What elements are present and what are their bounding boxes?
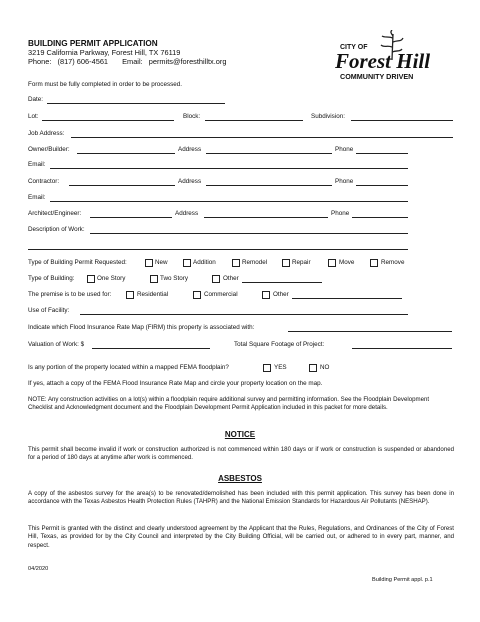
job-address-field[interactable] bbox=[71, 137, 453, 138]
contractor-email-label: Email: bbox=[28, 194, 46, 201]
owner-email-label: Email: bbox=[28, 161, 46, 168]
architect-field[interactable] bbox=[90, 217, 172, 218]
building-other-label: Other bbox=[223, 275, 239, 282]
logo-tagline: COMMUNITY DRIVEN bbox=[340, 72, 414, 81]
email-value: permits@foresthilltx.org bbox=[148, 57, 227, 66]
permit-remove-label: Remove bbox=[381, 259, 405, 266]
owner-phone-field[interactable] bbox=[356, 153, 408, 154]
contractor-field[interactable] bbox=[69, 185, 175, 186]
agreement-text: This Permit is granted with the distinct and clearly understood agreement by the Applicant that the Rules, Regulations, and Ordinances of the City of Forest Hill, Texas, as provided for by the City Council and interpreted by the City Building Official, will be carried out, or adhered to in every part, manner, and respect. bbox=[28, 525, 454, 549]
architect-address-label: Address bbox=[175, 210, 199, 217]
contractor-address-label: Address bbox=[178, 178, 202, 185]
permit-move-label: Move bbox=[339, 259, 355, 266]
owner-address-label: Address bbox=[178, 146, 202, 153]
notice-heading: NOTICE bbox=[224, 430, 256, 439]
premise-commercial-checkbox[interactable] bbox=[193, 291, 201, 299]
footer-date: 04/2020 bbox=[28, 566, 49, 572]
architect-phone-label: Phone bbox=[331, 210, 350, 217]
date-field[interactable] bbox=[47, 103, 225, 104]
lot-field[interactable] bbox=[42, 120, 174, 121]
permit-type-label: Type of Building Permit Requested: bbox=[28, 259, 127, 266]
fema-attach-text: If yes, attach a copy of the FEMA Flood Insurance Rate Map and circle your property location on the map. bbox=[28, 380, 323, 387]
premise-other-field[interactable] bbox=[292, 298, 402, 299]
phone-label: Phone: bbox=[28, 57, 52, 66]
permit-repair-label: Repair bbox=[292, 259, 311, 266]
building-two-story-checkbox[interactable] bbox=[150, 275, 158, 283]
form-title: BUILDING PERMIT APPLICATION bbox=[28, 39, 158, 48]
job-address-label: Job Address: bbox=[28, 130, 65, 137]
building-other-checkbox[interactable] bbox=[212, 275, 220, 283]
description-label: Description of Work: bbox=[28, 226, 85, 233]
block-label: Block: bbox=[183, 113, 201, 120]
permit-remodel-checkbox[interactable] bbox=[232, 259, 240, 267]
firm-label: Indicate which Flood Insurance Rate Map (FIRM) this property is associated with: bbox=[28, 324, 255, 331]
contractor-label: Contractor: bbox=[28, 178, 60, 185]
subdivision-label: Subdivision: bbox=[311, 113, 345, 120]
contractor-phone-label: Phone bbox=[335, 178, 354, 185]
owner-label: Owner/Builder: bbox=[28, 146, 70, 153]
header-address: 3219 California Parkway, Forest Hill, TX 76119 bbox=[28, 48, 181, 57]
forest-hill-logo bbox=[330, 30, 460, 82]
permit-repair-checkbox[interactable] bbox=[282, 259, 290, 267]
contractor-email-field[interactable] bbox=[50, 201, 408, 202]
intro-text: Form must be fully completed in order to be processed. bbox=[28, 81, 182, 88]
use-facility-label: Use of Facility: bbox=[28, 307, 70, 314]
building-one-story-checkbox[interactable] bbox=[87, 275, 95, 283]
permit-remodel-label: Remodel bbox=[242, 259, 268, 266]
floodplain-yes-label: YES bbox=[274, 364, 287, 371]
subdivision-field[interactable] bbox=[351, 120, 453, 121]
valuation-label: Valuation of Work: $ bbox=[28, 341, 85, 348]
premise-residential-label: Residential bbox=[137, 291, 169, 298]
description-field-1[interactable] bbox=[90, 233, 408, 234]
permit-addition-label: Addition bbox=[193, 259, 216, 266]
building-type-label: Type of Building: bbox=[28, 275, 75, 282]
firm-field[interactable] bbox=[288, 331, 452, 332]
owner-address-field[interactable] bbox=[206, 153, 332, 154]
floodplain-no-label: NO bbox=[320, 364, 330, 371]
asbestos-heading: ASBESTOS bbox=[218, 474, 262, 483]
email-label: Email: bbox=[122, 57, 143, 66]
floodplain-no-checkbox[interactable] bbox=[309, 364, 317, 372]
lot-label: Lot: bbox=[28, 113, 39, 120]
phone-value: (817) 606-4561 bbox=[57, 57, 109, 66]
valuation-field[interactable] bbox=[92, 348, 210, 349]
block-field[interactable] bbox=[205, 120, 303, 121]
owner-field[interactable] bbox=[77, 153, 175, 154]
notice-text: This permit shall become invalid if work or construction authorized is not commenced within 180 days or if work or construction is suspended or abandoned for a period of 180 days at anytime after work is commenced. bbox=[28, 446, 454, 462]
architect-label: Architect/Engineer: bbox=[28, 210, 82, 217]
floodplain-yes-checkbox[interactable] bbox=[263, 364, 271, 372]
permit-move-checkbox[interactable] bbox=[328, 259, 336, 267]
logo-name: Forest Hill bbox=[335, 49, 431, 73]
owner-email-field[interactable] bbox=[50, 168, 408, 169]
contractor-address-field[interactable] bbox=[206, 185, 332, 186]
logo-city-of: CITY OF bbox=[340, 44, 368, 51]
header-contact bbox=[28, 57, 226, 66]
permit-new-checkbox[interactable] bbox=[145, 259, 153, 267]
description-field-2[interactable] bbox=[28, 249, 408, 250]
permit-remove-checkbox[interactable] bbox=[370, 259, 378, 267]
contractor-phone-field[interactable] bbox=[356, 185, 408, 186]
premise-other-label: Other bbox=[273, 291, 289, 298]
architect-phone-field[interactable] bbox=[352, 217, 408, 218]
premise-commercial-label: Commercial bbox=[204, 291, 238, 298]
sqft-label: Total Square Footage of Project: bbox=[234, 341, 325, 348]
owner-phone-label: Phone bbox=[335, 146, 354, 153]
permit-addition-checkbox[interactable] bbox=[183, 259, 191, 267]
premise-residential-checkbox[interactable] bbox=[126, 291, 134, 299]
sqft-field[interactable] bbox=[352, 348, 452, 349]
floodplain-note: NOTE: Any construction activities on a lot(s) within a floodplain require additional survey and permitting information. See the Floodplain Development Checklist and Acknowledgment document and the Floodplain Development Permit Application included in this packet for more details. bbox=[28, 396, 430, 412]
premise-label: The premise is to be used for: bbox=[28, 291, 112, 298]
footer-page: Building Permit appl. p.1 bbox=[372, 577, 433, 583]
building-one-story-label: One Story bbox=[97, 275, 126, 282]
building-two-story-label: Two Story bbox=[160, 275, 188, 282]
architect-address-field[interactable] bbox=[204, 217, 328, 218]
asbestos-text: A copy of the asbestos survey for the area(s) to be renovated/demolished has been included with this permit application. This survey has been done in accordance with the Texas Asbestos Health Protection Rules (TAHPR) and the National Emission Standards for Hazardous Air Pollutants (NESHAP). bbox=[28, 490, 454, 506]
date-label: Date: bbox=[28, 96, 44, 103]
use-facility-field[interactable] bbox=[80, 314, 408, 315]
premise-other-checkbox[interactable] bbox=[262, 291, 270, 299]
permit-new-label: New bbox=[155, 259, 168, 266]
floodplain-question: Is any portion of the property located within a mapped FEMA floodplain? bbox=[28, 364, 229, 371]
building-other-field[interactable] bbox=[242, 282, 322, 283]
